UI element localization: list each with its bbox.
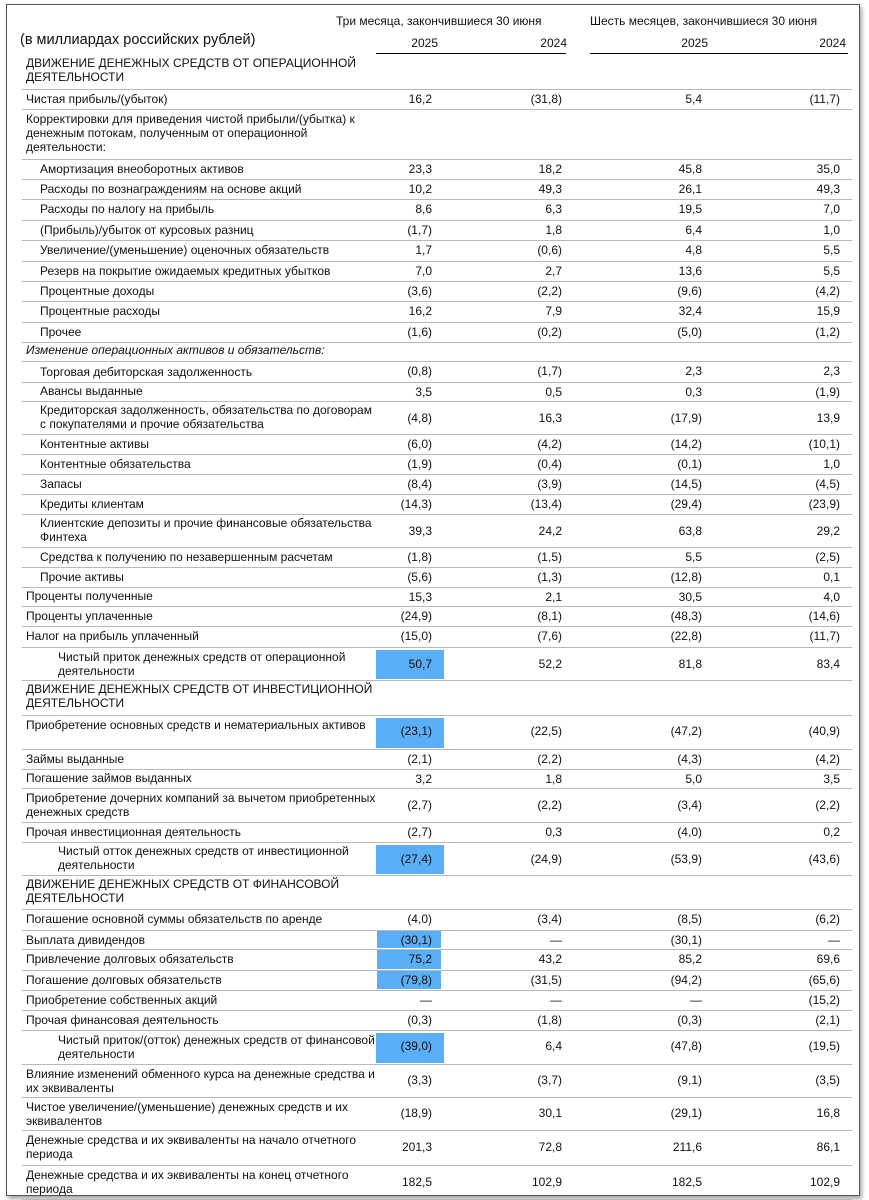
value-6m-2024: (1,2) — [815, 325, 840, 339]
table-row — [22, 199, 852, 221]
value-3m-2024: 1,8 — [545, 223, 562, 237]
value-6m-2024: (2,5) — [815, 550, 840, 564]
value-3m-2025: 182,5 — [401, 1175, 432, 1189]
table-row — [22, 494, 852, 515]
row-label: Приобретение собственных акций — [26, 993, 218, 1007]
value-6m-2024: (2,1) — [815, 1013, 840, 1027]
value-6m-2024: 13,9 — [816, 411, 840, 425]
row-label: ДВИЖЕНИЕ ДЕНЕЖНЫХ СРЕДСТВ ОТ ОПЕРАЦИОННОЙ ДЕЯТЕЛЬНОСТИ — [26, 56, 357, 84]
value-3m-2025: 7,0 — [415, 264, 432, 278]
table-row — [22, 220, 852, 241]
value-3m-2025: (5,6) — [407, 570, 432, 584]
value-3m-2024: 1,8 — [545, 772, 562, 786]
value-6m-2025: — — [690, 993, 702, 1007]
table-row — [22, 680, 852, 716]
row-label: Авансы выданные — [40, 384, 143, 398]
value-3m-2025: 15,3 — [408, 590, 432, 604]
value-3m-2025: (1,9) — [407, 457, 432, 471]
value-6m-2025: (12,8) — [670, 570, 702, 584]
row-label: Корректировки для приведения чистой прибыли/(убытка) к денежным потокам, полученным от операционной деятельности: — [26, 112, 355, 154]
value-6m-2024: 7,0 — [823, 202, 840, 216]
table-row — [22, 875, 852, 910]
value-3m-2025: 1,7 — [415, 243, 432, 257]
value-3m-2024: (1,5) — [537, 550, 562, 564]
value-3m-2024: (0,4) — [537, 457, 562, 471]
row-label: Чистое увеличение/(уменьшение) денежных средств и их эквивалентов — [26, 1100, 349, 1128]
value-3m-2025: (4,0) — [407, 912, 432, 926]
row-label: Погашение основной суммы обязательств по аренде — [26, 912, 323, 926]
value-3m-2025: (1,7) — [407, 223, 432, 237]
table-row — [22, 301, 852, 323]
value-6m-2025: 30,5 — [678, 590, 702, 604]
value-3m-2025: (18,9) — [400, 1106, 432, 1120]
row-label: Влияние изменений обменного курса на денежные средства и их эквиваленты — [26, 1067, 375, 1095]
table-row — [22, 434, 852, 455]
value-6m-2024: 102,9 — [809, 1175, 840, 1189]
value-6m-2025: 5,4 — [685, 92, 702, 106]
value-6m-2025: (17,9) — [670, 411, 702, 425]
table-row — [22, 547, 852, 568]
table-row — [22, 240, 852, 262]
value-3m-2025: 10,2 — [408, 182, 432, 196]
value-6m-2025: 5,5 — [685, 550, 702, 564]
value-6m-2025: (4,3) — [677, 752, 702, 766]
value-6m-2024: (1,9) — [815, 385, 840, 399]
row-label: Денежные средства и их эквиваленты на начало отчетного периода — [26, 1133, 357, 1161]
row-label: Средства к получению по незавершенным расчетам — [40, 550, 333, 564]
row-label: Изменение операционных активов и обязательств: — [26, 343, 325, 357]
table-row — [22, 842, 852, 876]
value-6m-2024: 16,8 — [816, 1106, 840, 1120]
table-row — [22, 514, 852, 548]
year-3m-2024: 2024 — [540, 36, 567, 50]
value-3m-2024: 18,2 — [538, 162, 562, 176]
table-row — [22, 1130, 852, 1166]
value-3m-2024: (0,2) — [537, 325, 562, 339]
table-row — [22, 382, 852, 402]
value-6m-2025: 182,5 — [671, 1175, 702, 1189]
value-3m-2024: — — [550, 993, 562, 1007]
value-3m-2024: 16,3 — [538, 411, 562, 425]
header-rule-3m — [376, 53, 566, 54]
value-3m-2025: (6,0) — [407, 437, 432, 451]
table-row — [22, 474, 852, 495]
value-3m-2025: 3,2 — [415, 772, 432, 786]
value-6m-2024: 1,0 — [823, 457, 840, 471]
value-3m-2025: (3,6) — [407, 284, 432, 298]
year-6m-2025: 2025 — [681, 36, 708, 50]
value-6m-2025: 13,6 — [678, 264, 702, 278]
value-3m-2024: (3,4) — [537, 912, 562, 926]
value-6m-2024: 86,1 — [816, 1140, 840, 1154]
value-6m-2024: 3,5 — [823, 772, 840, 786]
value-3m-2024: (2,2) — [537, 752, 562, 766]
value-6m-2025: (14,2) — [670, 437, 702, 451]
value-6m-2025: (48,3) — [670, 609, 702, 623]
value-6m-2025: 45,8 — [678, 162, 702, 176]
value-3m-2024: 2,1 — [545, 590, 562, 604]
table-row — [22, 361, 852, 383]
value-3m-2025: (23,1) — [400, 724, 432, 738]
row-label: Увеличение/(уменьшение) оценочных обязательств — [40, 243, 330, 257]
value-6m-2025: 4,8 — [685, 243, 702, 257]
row-label: Выплата дивидендов — [26, 933, 146, 947]
value-6m-2024: (40,9) — [808, 724, 840, 738]
table-row — [22, 949, 852, 971]
row-label: Расходы по вознаграждениям на основе акций — [40, 182, 302, 196]
value-6m-2025: (9,1) — [677, 1073, 702, 1087]
row-label: Торговая дебиторская задолженность — [40, 365, 253, 379]
table-row — [22, 159, 852, 180]
table-row — [22, 715, 852, 750]
row-label: Прочая финансовая деятельность — [26, 1013, 219, 1027]
value-3m-2025: (2,7) — [407, 798, 432, 812]
value-3m-2025: (79,8) — [400, 973, 432, 987]
value-3m-2024: 2,7 — [545, 264, 562, 278]
value-6m-2025: 85,2 — [678, 952, 702, 966]
value-3m-2025: 201,3 — [401, 1140, 432, 1154]
value-3m-2024: (8,1) — [537, 609, 562, 623]
row-label: Налог на прибыль уплаченный — [26, 629, 199, 643]
row-label: Приобретение дочерних компаний за вычетом приобретенных денежных средств — [26, 791, 376, 819]
value-6m-2024: (6,2) — [815, 912, 840, 926]
value-6m-2024: 5,5 — [823, 264, 840, 278]
row-label: Кредиты клиентам — [40, 497, 144, 511]
row-label: Запасы — [40, 477, 82, 491]
table-row — [22, 179, 852, 200]
value-3m-2024: (1,7) — [537, 364, 562, 378]
value-6m-2025: (47,2) — [670, 724, 702, 738]
row-label: Чистый приток денежных средств от операционной деятельности — [58, 650, 346, 678]
value-3m-2024: (13,4) — [530, 497, 562, 511]
table-row — [22, 55, 852, 90]
value-3m-2025: (1,8) — [407, 550, 432, 564]
value-3m-2024: (22,5) — [530, 724, 562, 738]
value-3m-2024: 6,3 — [545, 202, 562, 216]
value-6m-2025: (47,8) — [670, 1039, 702, 1053]
value-6m-2024: — — [828, 933, 840, 947]
value-3m-2024: (7,6) — [537, 629, 562, 643]
year-3m-2025: 2025 — [411, 36, 438, 50]
value-6m-2025: (29,1) — [670, 1106, 702, 1120]
row-label: Кредиторская задолженность, обязательства по договорам с покупателями и прочие обязательства — [40, 403, 372, 431]
value-3m-2024: (1,8) — [537, 1013, 562, 1027]
table-row — [22, 342, 852, 362]
row-label: Погашение займов выданных — [26, 771, 192, 785]
table-row — [22, 990, 852, 1011]
value-6m-2025: (30,1) — [670, 933, 702, 947]
value-6m-2025: 211,6 — [672, 1140, 702, 1154]
value-6m-2024: (3,5) — [815, 1073, 840, 1087]
row-label: Займы выданные — [26, 752, 125, 766]
value-3m-2025: (0,8) — [407, 364, 432, 378]
value-6m-2024: 83,4 — [816, 657, 840, 671]
year-6m-2024: 2024 — [819, 36, 846, 50]
value-3m-2024: 102,9 — [531, 1175, 562, 1189]
unit-label: (в миллиардах российских рублей) — [20, 32, 256, 48]
row-label: Погашение долговых обязательств — [26, 973, 222, 987]
table-row — [22, 322, 852, 343]
row-label: Резерв на покрытие ожидаемых кредитных убытков — [40, 264, 331, 278]
value-6m-2025: 0,3 — [685, 385, 702, 399]
row-label: Контентные активы — [40, 437, 149, 451]
value-3m-2024: 43,2 — [538, 952, 562, 966]
table-row — [22, 1097, 852, 1131]
value-3m-2024: (4,2) — [537, 437, 562, 451]
value-3m-2025: — — [420, 993, 432, 1007]
table-row — [22, 788, 852, 823]
value-6m-2025: (0,1) — [677, 457, 702, 471]
table-row — [22, 970, 852, 991]
value-6m-2025: 2,3 — [685, 364, 702, 378]
value-3m-2024: 0,5 — [545, 385, 562, 399]
value-6m-2024: (43,6) — [808, 852, 840, 866]
value-6m-2024: (4,2) — [815, 752, 840, 766]
value-6m-2024: (10,1) — [808, 437, 840, 451]
table-row — [22, 1165, 852, 1200]
value-3m-2025: 16,2 — [408, 92, 432, 106]
value-6m-2024: 2,3 — [823, 364, 840, 378]
table-header — [0, 0, 869, 56]
table-row — [22, 1010, 852, 1031]
value-6m-2025: (9,6) — [677, 284, 702, 298]
value-3m-2025: (0,3) — [407, 1013, 432, 1027]
value-6m-2024: (4,2) — [815, 284, 840, 298]
value-3m-2025: (30,1) — [400, 933, 432, 947]
table-row — [22, 261, 852, 282]
value-6m-2024: (4,5) — [815, 477, 840, 491]
row-label: Контентные обязательства — [40, 457, 191, 471]
value-6m-2025: (29,4) — [670, 497, 702, 511]
value-3m-2025: 23,3 — [408, 162, 432, 176]
table-row — [22, 822, 852, 843]
value-3m-2024: (24,9) — [530, 852, 562, 866]
value-6m-2025: (4,0) — [677, 825, 702, 839]
value-3m-2025: 8,6 — [415, 202, 432, 216]
table-row — [22, 1030, 852, 1065]
value-3m-2024: (3,7) — [537, 1073, 562, 1087]
value-6m-2025: 5,0 — [685, 772, 702, 786]
value-6m-2025: 6,4 — [685, 223, 702, 237]
table-row — [22, 749, 852, 770]
value-3m-2025: (4,8) — [407, 411, 432, 425]
value-3m-2024: 0,3 — [545, 825, 562, 839]
value-3m-2024: 72,8 — [538, 1140, 562, 1154]
value-3m-2025: (2,1) — [407, 752, 432, 766]
value-3m-2024: 52,2 — [538, 657, 562, 671]
value-6m-2024: 69,6 — [816, 952, 840, 966]
row-label: Проценты полученные — [26, 589, 153, 603]
row-label: Расходы по налогу на прибыль — [40, 202, 215, 216]
row-label: Процентные доходы — [40, 284, 155, 298]
value-6m-2024: 49,3 — [816, 182, 840, 196]
value-6m-2024: 5,5 — [823, 243, 840, 257]
value-6m-2025: (94,2) — [670, 973, 702, 987]
value-6m-2024: 0,2 — [823, 825, 840, 839]
row-label: Прочее — [40, 325, 82, 339]
value-6m-2024: 29,2 — [816, 524, 840, 538]
row-label: ДВИЖЕНИЕ ДЕНЕЖНЫХ СРЕДСТВ ОТ ФИНАНСОВОЙ ДЕЯТЕЛЬНОСТИ — [26, 877, 340, 905]
value-3m-2024: 6,4 — [545, 1039, 562, 1053]
value-6m-2024: 1,0 — [823, 223, 840, 237]
row-label: Приобретение основных средств и нематериальных активов — [26, 718, 366, 732]
value-6m-2025: 26,1 — [678, 182, 702, 196]
value-3m-2024: (31,8) — [530, 92, 562, 106]
value-3m-2024: (2,2) — [537, 284, 562, 298]
table-row — [22, 454, 852, 475]
value-3m-2025: 50,7 — [408, 657, 432, 671]
value-6m-2024: 35,0 — [816, 162, 840, 176]
row-label: ДВИЖЕНИЕ ДЕНЕЖНЫХ СРЕДСТВ ОТ ИНВЕСТИЦИОННОЙ ДЕЯТЕЛЬНОСТИ — [26, 682, 373, 710]
row-label: Привлечение долговых обязательств — [26, 952, 234, 966]
value-6m-2024: (11,7) — [809, 629, 840, 643]
value-3m-2024: (2,2) — [537, 798, 562, 812]
group-six-months: Шесть месяцев, закончившиеся 30 июня — [590, 14, 818, 28]
value-6m-2024: (15,2) — [808, 993, 840, 1007]
row-label: Клиентские депозиты и прочие финансовые обязательства Финтеха — [40, 516, 372, 544]
row-label: Проценты уплаченные — [26, 609, 153, 623]
table-row — [22, 401, 852, 435]
row-label: Чистый приток/(отток) денежных средств от финансовой деятельности — [58, 1033, 375, 1061]
value-6m-2024: (2,2) — [815, 798, 840, 812]
value-3m-2025: (27,4) — [400, 852, 432, 866]
value-3m-2025: (39,0) — [400, 1039, 432, 1053]
table-row — [22, 281, 852, 302]
value-3m-2024: 24,2 — [538, 524, 562, 538]
value-6m-2024: 4,0 — [823, 590, 840, 604]
value-3m-2025: 3,5 — [415, 385, 432, 399]
table-row — [22, 567, 852, 588]
table-row — [22, 606, 852, 627]
value-3m-2025: 39,3 — [408, 524, 432, 538]
value-3m-2025: (14,3) — [400, 497, 432, 511]
table-row — [22, 909, 852, 931]
row-label: Прочие активы — [40, 570, 124, 584]
value-6m-2024: (11,7) — [809, 92, 840, 106]
value-3m-2024: 7,9 — [545, 304, 562, 318]
header-rule-6m — [590, 53, 848, 54]
value-3m-2024: (3,9) — [537, 477, 562, 491]
row-label: Прочая инвестиционная деятельность — [26, 825, 242, 839]
value-6m-2025: (53,9) — [670, 852, 702, 866]
value-3m-2024: — — [550, 933, 562, 947]
value-3m-2024: 49,3 — [538, 182, 562, 196]
value-3m-2025: (1,6) — [407, 325, 432, 339]
row-label: Чистый отток денежных средств от инвестиционной деятельности — [58, 844, 349, 872]
value-6m-2024: (23,9) — [808, 497, 840, 511]
table-row — [22, 1064, 852, 1098]
value-3m-2025: (15,0) — [400, 629, 432, 643]
table-row — [22, 587, 852, 607]
value-3m-2025: (8,4) — [407, 477, 432, 491]
value-3m-2024: (1,3) — [537, 570, 562, 584]
value-3m-2024: (31,5) — [530, 973, 562, 987]
value-6m-2024: (19,5) — [808, 1039, 840, 1053]
value-6m-2025: 19,5 — [678, 202, 702, 216]
row-label: Процентные расходы — [40, 304, 161, 318]
value-3m-2024: 30,1 — [538, 1106, 562, 1120]
table-row — [22, 647, 852, 681]
table-row — [22, 89, 852, 110]
group-three-months: Три месяца, закончившиеся 30 июня — [336, 14, 542, 28]
value-3m-2025: (2,7) — [407, 825, 432, 839]
value-6m-2025: (14,5) — [670, 477, 702, 491]
value-6m-2025: (0,3) — [677, 1013, 702, 1027]
value-3m-2024: (0,6) — [537, 243, 562, 257]
row-label: Денежные средства и их эквиваленты на конец отчетного периода — [26, 1168, 349, 1196]
value-6m-2024: (65,6) — [808, 973, 840, 987]
value-6m-2025: 81,8 — [678, 657, 702, 671]
value-6m-2024: (14,6) — [808, 609, 840, 623]
value-6m-2025: 32,4 — [678, 304, 702, 318]
value-3m-2025: (24,9) — [400, 609, 432, 623]
row-label: (Прибыль)/убыток от курсовых разниц — [40, 223, 254, 237]
value-6m-2025: (3,4) — [677, 798, 702, 812]
value-6m-2024: 0,1 — [823, 570, 840, 584]
row-label: Амортизация внеоборотных активов — [40, 162, 244, 176]
row-label: Чистая прибыль/(убыток) — [26, 92, 168, 106]
table-row — [22, 769, 852, 789]
value-6m-2024: 15,9 — [816, 304, 840, 318]
value-3m-2025: 75,2 — [408, 952, 432, 966]
value-6m-2025: (5,0) — [677, 325, 702, 339]
value-3m-2025: (3,3) — [407, 1073, 432, 1087]
value-6m-2025: (8,5) — [677, 912, 702, 926]
table-row — [22, 109, 852, 160]
value-3m-2025: 16,2 — [408, 304, 432, 318]
table-row — [22, 626, 852, 648]
table-row — [22, 930, 852, 950]
value-6m-2025: (22,8) — [670, 629, 702, 643]
value-6m-2025: 63,8 — [678, 524, 702, 538]
